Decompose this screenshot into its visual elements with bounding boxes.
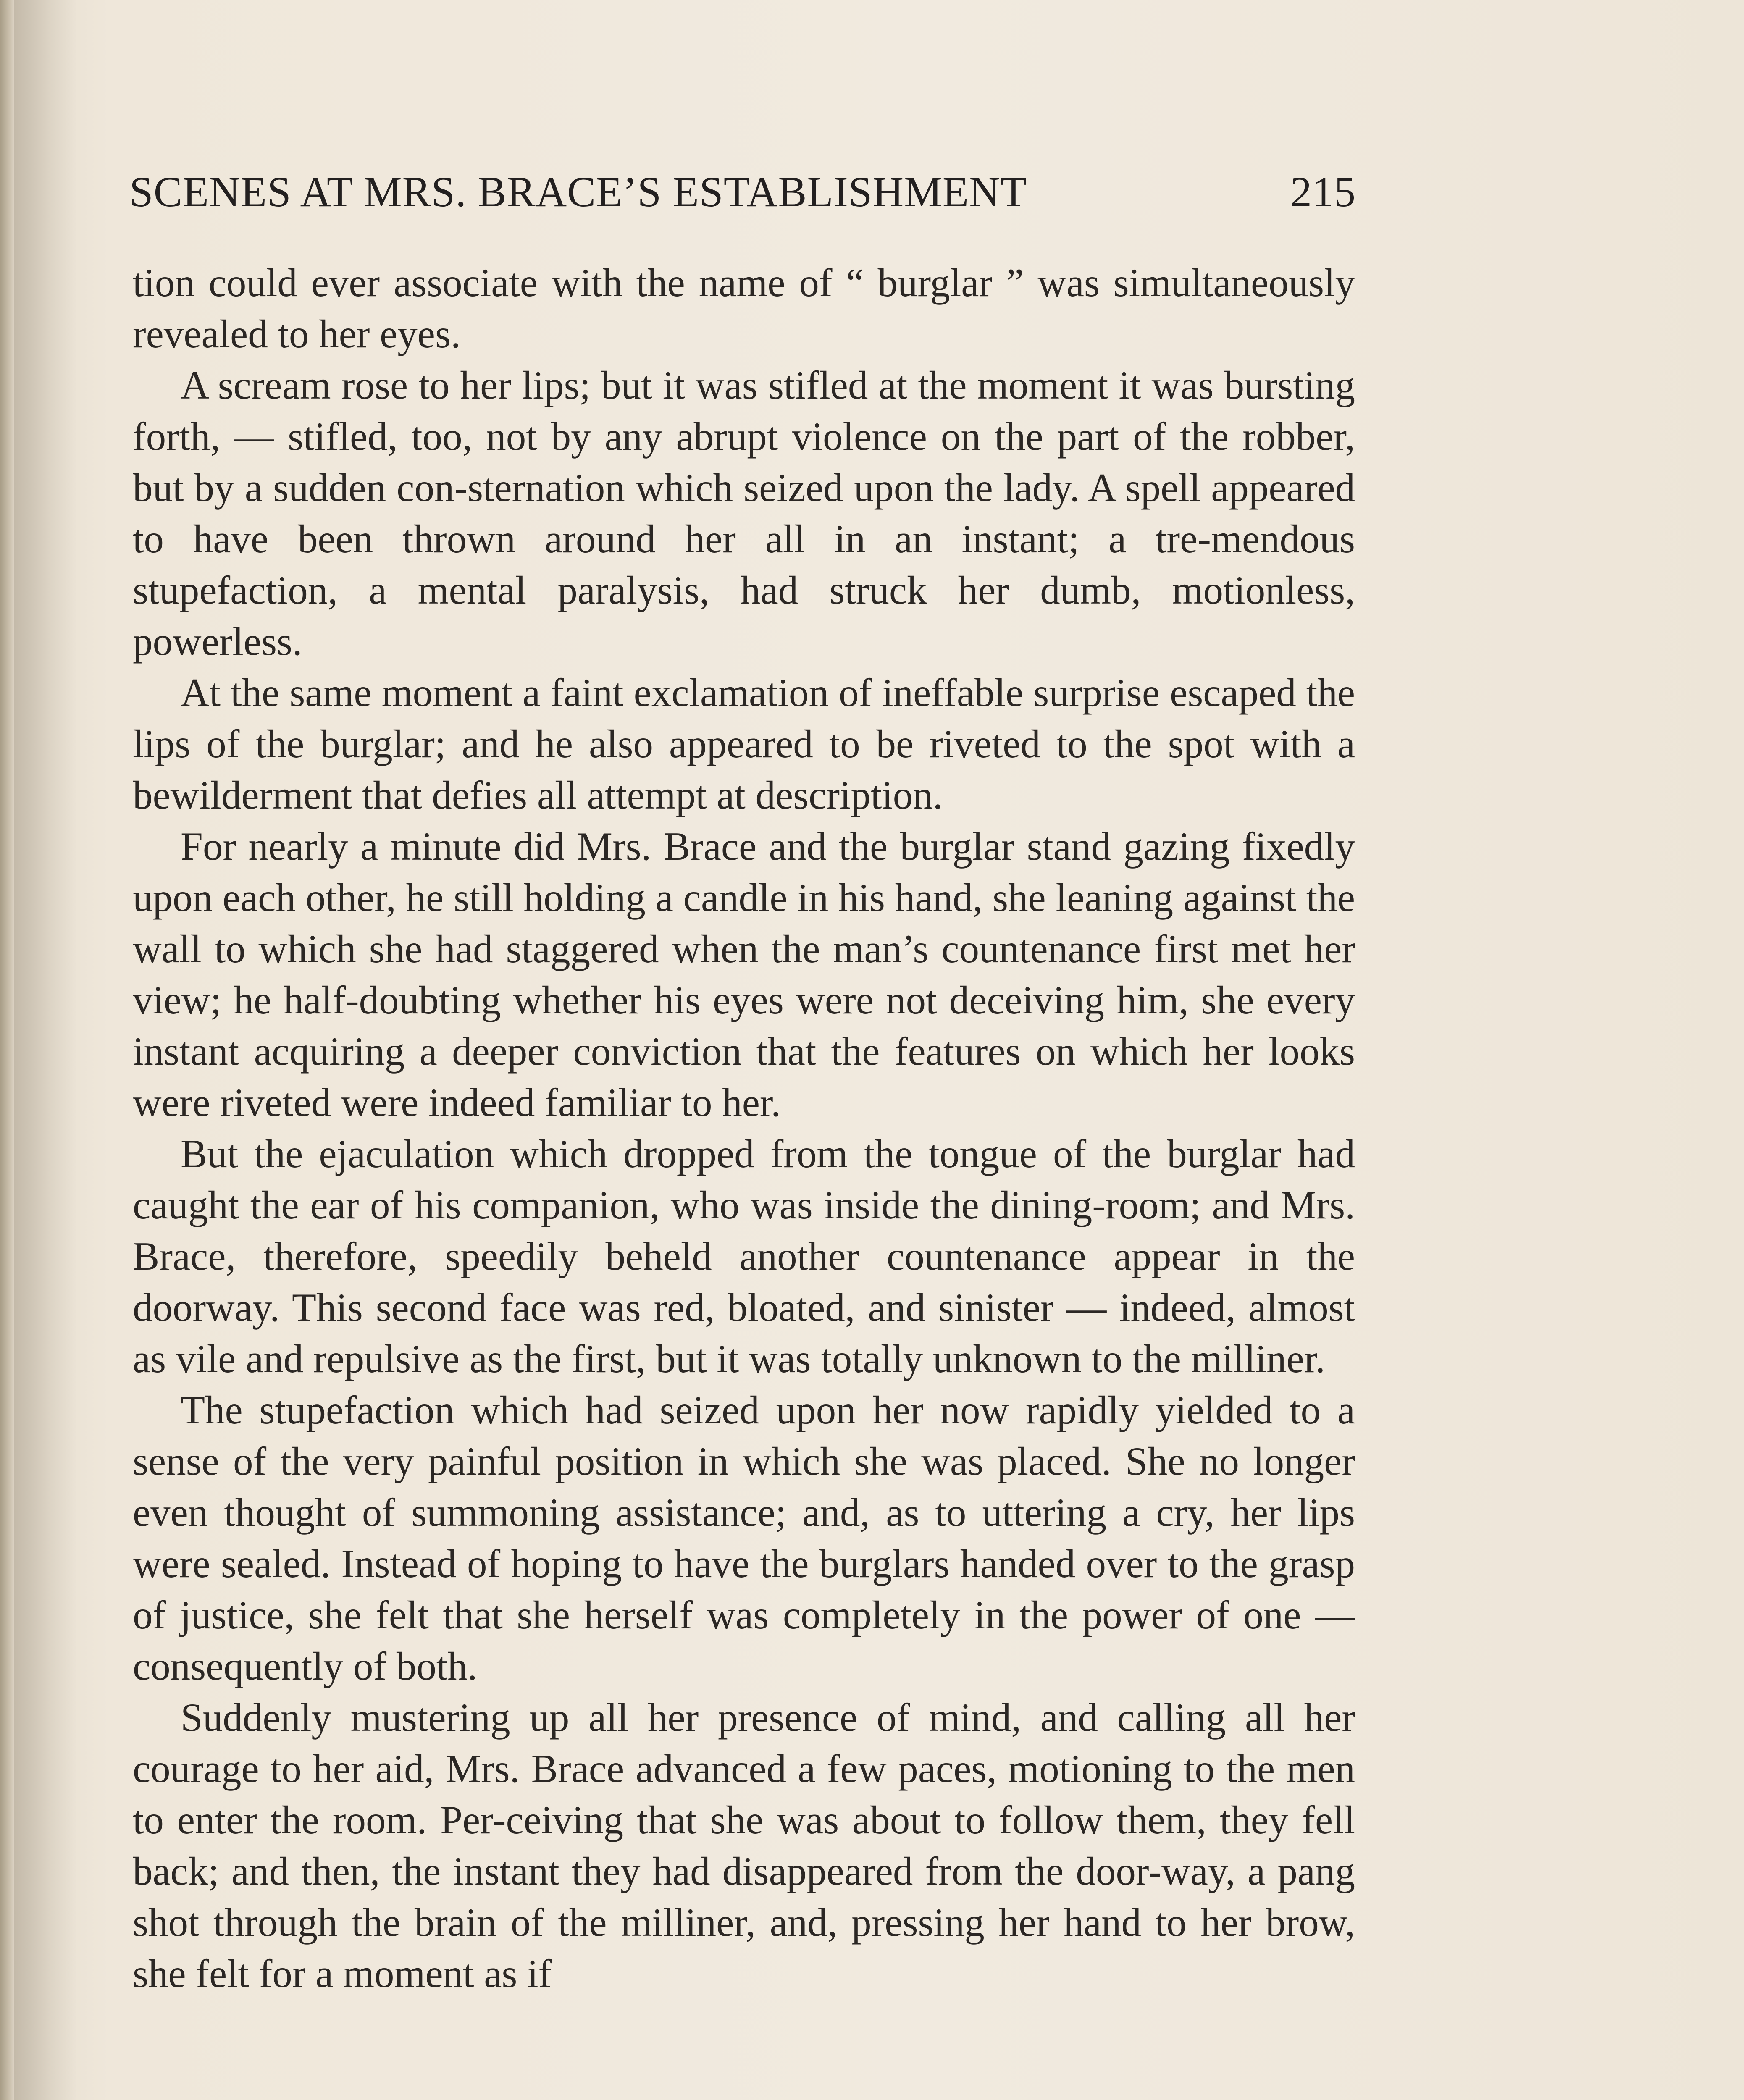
- running-head: [129, 163, 1356, 222]
- page-number: 215: [1290, 168, 1356, 216]
- paragraph: The stupefaction which had seized upon her now rapidly yielded to a sense of the very painful position in which she was placed. She no longer even thought of summoning assistance; and, as to uttering a cry, her lips were sealed. Instead of hoping to have the burglars handed over to the grasp of justice, she felt that she herself was completely in the power of one — consequently of both.: [133, 1388, 1355, 1688]
- paragraph: At the same moment a faint exclamation of ineffable surprise escaped the lips of the burglar; and he also appeared to be riveted to the spot with a bewilderment that defies all attempt at description.: [133, 670, 1355, 817]
- paragraph: For nearly a minute did Mrs. Brace and the burglar stand gazing fixedly upon each other, he still holding a candle in his hand, she leaning against the wall to which she had staggered when the man’s countenance first met her view; he half-doubting whether his eyes were not deceiving him, she every instant acquiring a deeper conviction that the features on which her looks were riveted were indeed familiar to her.: [133, 824, 1355, 1125]
- gutter-shadow: [14, 0, 77, 2100]
- paragraph: A scream rose to her lips; but it was stifled at the moment it was bursting forth, — stifled, too, not by any abrupt violence on the part of the robber, but by a sudden con-sternation which seized upon the lady. A spell appeared to have been thrown around her all in an instant; a tre-mendous stupefaction, a mental paralysis, had struck her dumb, motionless, powerless.: [133, 363, 1355, 664]
- paragraph: Suddenly mustering up all her presence of mind, and calling all her courage to her aid, Mrs. Brace advanced a few paces, motioning to the men to enter the room. Per-ceiving that she was about to follow them, they fell back; and then, the instant they had disappeared from the door-way, a pang shot through the brain of the milliner, and, pressing her hand to her brow, she felt for a moment as if: [133, 1695, 1355, 1996]
- book-binding-edge: [0, 0, 14, 2100]
- paragraph: tion could ever associate with the name of “ burglar ” was simultaneously revealed to her eyes.: [133, 260, 1355, 356]
- paragraph: But the ejaculation which dropped from the tongue of the burglar had caught the ear of his companion, who was inside the dining-room; and Mrs. Brace, therefore, speedily beheld another countenance appear in the doorway. This second face was red, bloated, and sinister — indeed, almost as vile and repulsive as the first, but it was totally unknown to the milliner.: [133, 1131, 1355, 1381]
- body-text: [133, 257, 1355, 1999]
- running-head-title: SCENES AT MRS. BRACE’S ESTABLISHMENT: [129, 168, 1027, 216]
